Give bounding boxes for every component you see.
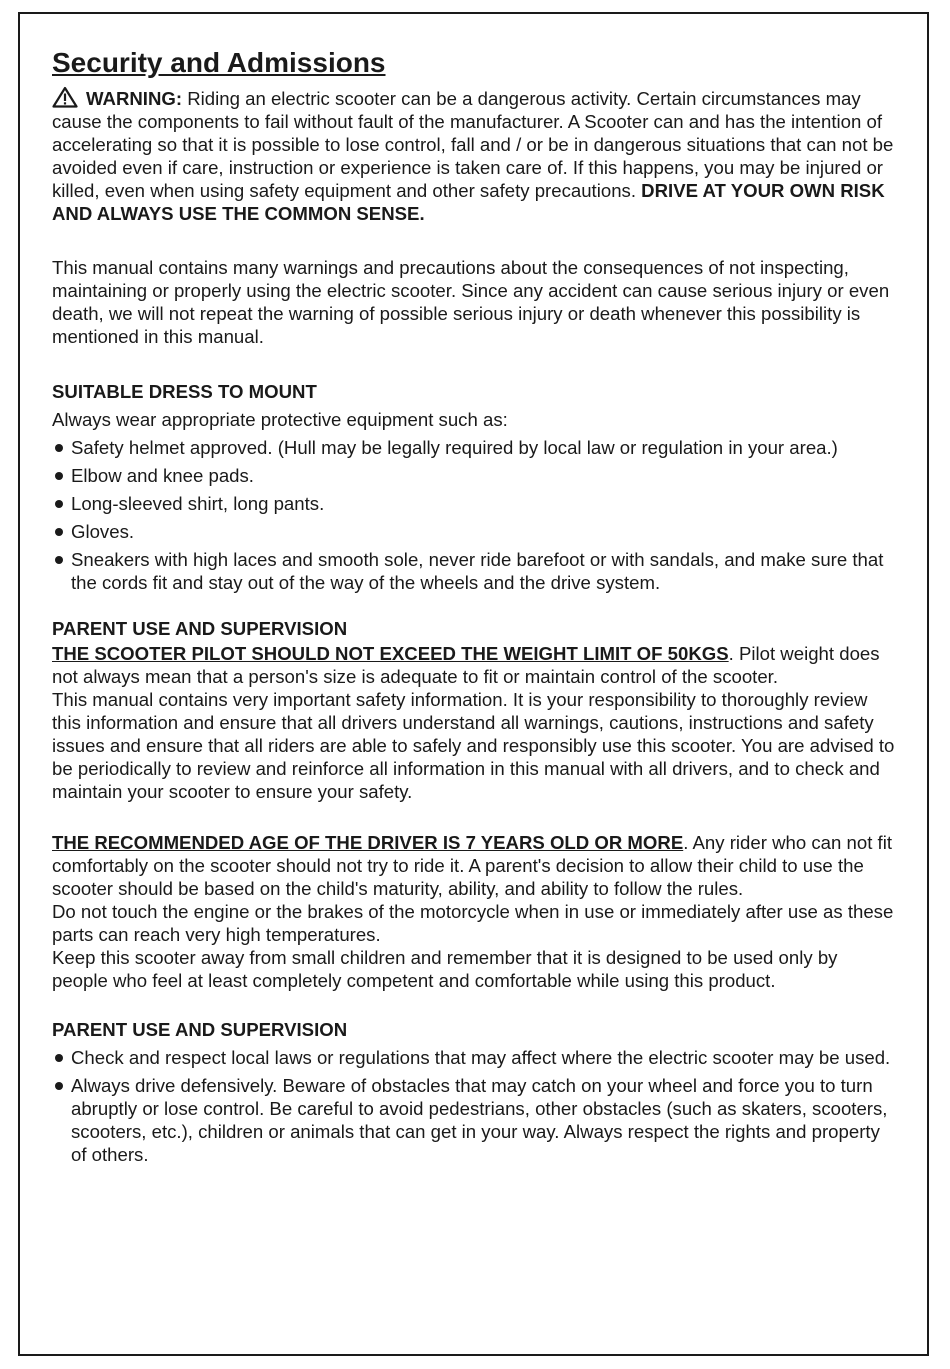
weight-limit-text: . Pilot weight does not always mean that a person's size is adequate to fit or maintain control of the scooter. [52, 643, 880, 687]
weight-limit-notice: THE SCOOTER PILOT SHOULD NOT EXCEED THE WEIGHT LIMIT OF 50KGS [52, 643, 729, 664]
bullet-icon [55, 1082, 63, 1090]
list-item-text: Safety helmet approved. (Hull may be legally required by local law or regulation in your area.) [71, 437, 838, 458]
list-item-text: Always drive defensively. Beware of obstacles that may catch on your wheel and force you to turn abruptly or lose control. Be careful to avoid pedestrians, other obstacles (such as skaters, scooters, scooters, etc.), children or animals that can get in your way. Always respect the rights and property of others. [71, 1075, 888, 1165]
warning-triangle-icon [52, 86, 78, 108]
dress-heading: SUITABLE DRESS TO MOUNT [52, 381, 317, 402]
engine-paragraph: Do not touch the engine or the brakes of the motorcycle when in use or immediately after use as these parts can reach very high temperatures. [52, 901, 894, 945]
list-item-text: Check and respect local laws or regulations that may affect where the electric scooter may be used. [71, 1047, 891, 1068]
bullet-icon [55, 500, 63, 508]
list-item-text: Sneakers with high laces and smooth sole, never ride barefoot or with sandals, and make sure that the cords fit and stay out of the way of the wheels and the drive system. [71, 549, 884, 593]
supervision-list [52, 1046, 897, 1166]
warning-text: Riding an electric scooter can be a dangerous activity. Certain circumstances may cause the components to fail without fault of the manufacturer. A Scooter can and has the intention of accelerating so that it is possible to lose control, fall and / or be in dangerous situations that can not be avoided even if care, instruction or experience is taken care of. If this happens, you may be injured or killed, even when using safety equipment and other safety precautions. [52, 88, 894, 201]
bullet-icon [55, 1054, 63, 1062]
warning-emphasis: DRIVE AT YOUR OWN RISK AND ALWAYS USE THE COMMON SENSE. [52, 180, 885, 224]
age-paragraph [52, 831, 897, 900]
list-item [52, 1074, 897, 1166]
page-title: Security and Admissions [52, 47, 386, 78]
supervision-heading: PARENT USE AND SUPERVISION [52, 618, 348, 639]
list-item [52, 548, 897, 594]
children-paragraph: Keep this scooter away from small children and remember that it is designed to be used only by people who feel at least completely competent and comfortable while using this product. [52, 947, 838, 991]
list-item [52, 492, 897, 515]
document-body [52, 46, 897, 1171]
list-item [52, 464, 897, 487]
warning-label: WARNING: [86, 88, 183, 109]
bullet-icon [55, 528, 63, 536]
list-item [52, 436, 897, 459]
list-item-text: Gloves. [71, 521, 135, 542]
supervision-heading-2: PARENT USE AND SUPERVISION [52, 1019, 348, 1040]
list-item [52, 1046, 897, 1069]
warning-paragraph [52, 86, 897, 225]
dress-list [52, 436, 897, 594]
list-item [52, 520, 897, 543]
manual-intro-paragraph: This manual contains many warnings and precautions about the consequences of not inspecting, maintaining or properly using the electric scooter. Since any accident can cause serious injury or even death, we will not repeat the warning of possible serious injury or death whenever this possibility is mentioned in this manual. [52, 257, 890, 347]
list-item-text: Long-sleeved shirt, long pants. [71, 493, 325, 514]
age-recommendation: THE RECOMMENDED AGE OF THE DRIVER IS 7 YEARS OLD OR MORE [52, 832, 684, 853]
bullet-icon [55, 472, 63, 480]
weight-limit-paragraph [52, 642, 897, 688]
dress-intro: Always wear appropriate protective equipment such as: [52, 409, 508, 430]
list-item-text: Elbow and knee pads. [71, 465, 254, 486]
bullet-icon [55, 444, 63, 452]
responsibility-paragraph: This manual contains very important safety information. It is your responsibility to thoroughly review this information and ensure that all drivers understand all warnings, cautions, instructions and safety issues and ensure that all riders are able to safely and responsibly use this scooter. You are advised to be periodically to review and reinforce all information in this manual with all drivers, and to check and maintain your scooter to ensure your safety. [52, 689, 895, 802]
bullet-icon [55, 556, 63, 564]
age-text: . Any rider who can not fit comfortably on the scooter should not try to ride it. A parent's decision to allow their child to use the scooter should be based on the child's maturity, ability, and ability to follow the rules. [52, 832, 892, 899]
